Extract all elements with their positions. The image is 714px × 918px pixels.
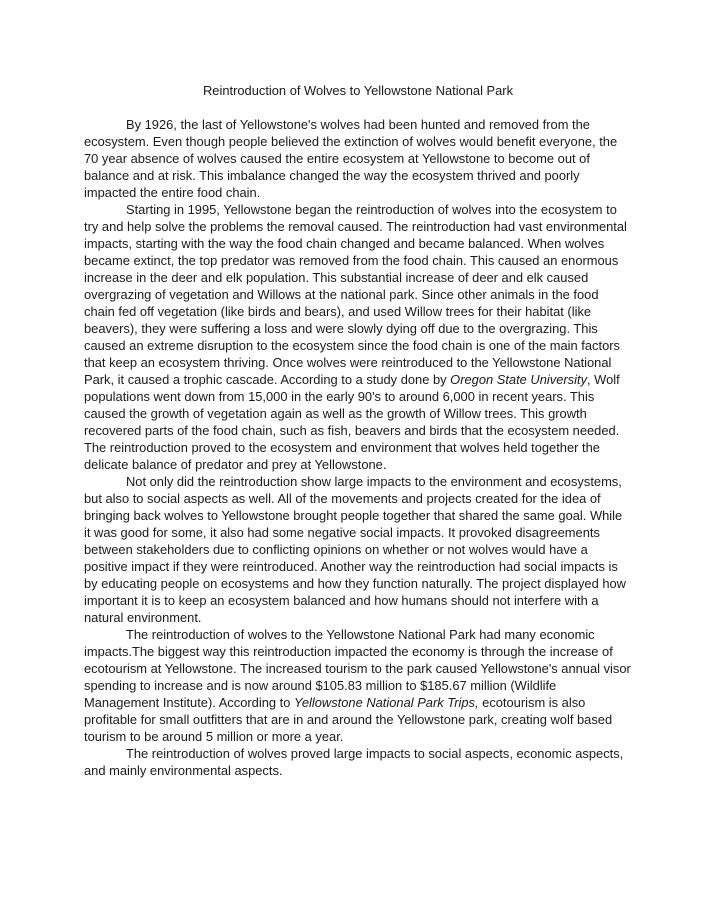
paragraph-text: The reintroduction of wolves to the Yellowstone National Park had many economic impacts.The biggest way this reintroduction impacted the economy is through the increase of ecotourism at Yellowstone. The increased tourism to the park caused Yellowstone's annual visor spending to increase and is now around $105.83 million to $185.67 million (Wildlife Management Institute). According to bbox=[84, 627, 631, 710]
body-paragraph bbox=[84, 116, 632, 201]
paragraph-text: Starting in 1995, Yellowstone began the reintroduction of wolves into the ecosystem to try and help solve the problems the removal caused. The reintroduction had vast environmental impacts, starting with the way the food chain changed and became balanced. When wolves became extinct, the top predator was removed from the food chain. This caused an enormous increase in the deer and elk population. This substantial increase of deer and elk caused overgrazing of vegetation and Willows at the national park. Since other animals in the food chain fed off vegetation (like birds and bears), and used Willow trees for their habitat (like beavers), they were suffering a loss and were slowly dying off due to the overgrazing. This caused an extreme disruption to the ecosystem since the food chain is one of the main factors that keep an ecosystem thriving. Once wolves were reintroduced to the Yellowstone National Park, it caused a trophic cascade. According to a study done by bbox=[84, 202, 627, 387]
body-paragraph bbox=[84, 473, 632, 626]
italic-citation: Yellowstone National Park Trips, bbox=[293, 695, 479, 710]
body-paragraph bbox=[84, 201, 632, 473]
paragraph-text: The reintroduction of wolves proved large impacts to social aspects, economic aspects, and mainly environmental aspects. bbox=[84, 746, 624, 778]
document-title: Reintroduction of Wolves to Yellowstone National Park bbox=[202, 83, 514, 98]
document-body bbox=[84, 82, 632, 779]
body-paragraph bbox=[84, 626, 632, 745]
body-paragraph bbox=[84, 745, 632, 779]
paragraph-list bbox=[84, 116, 632, 779]
paragraph-text: , Wolf populations went down from 15,000 in the early 90's to around 6,000 in recent years. This caused the growth of vegetation again as well as the growth of Willow trees. This growth recovered parts of the food chain, such as fish, beavers and birds that the ecosystem needed. The reintroduction proved to the ecosystem and environment that wolves held together the delicate balance of predator and prey at Yellowstone. bbox=[84, 372, 620, 472]
italic-citation: Oregon State University bbox=[450, 372, 588, 387]
paragraph-text: Not only did the reintroduction show large impacts to the environment and ecosystems, but also to social aspects as well. All of the movements and projects created for the idea of bringing back wolves to Yellowstone brought people together that shared the same goal. While it was good for some, it also had some negative social impacts. It provoked disagreements between stakeholders due to conflicting opinions on whether or not wolves would have a positive impact if they were reintroduced. Another way the reintroduction had social impacts is by educating people on ecosystems and how they function naturally. The project displayed how important it is to keep an ecosystem balanced and how humans should not interfere with a natural environment. bbox=[84, 474, 626, 625]
paragraph-text: ecotourism is also profitable for small outfitters that are in and around the Yellowstone park, creating wolf based tourism to be around 5 million or more a year. bbox=[84, 695, 613, 744]
paragraph-text: By 1926, the last of Yellowstone's wolves had been hunted and removed from the ecosystem. Even though people believed the extinction of wolves would benefit everyone, the 70 year absence of wolves caused the entire ecosystem at Yellowstone to become out of balance and at risk. This imbalance changed the way the ecosystem thrived and poorly impacted the entire food chain. bbox=[84, 117, 618, 200]
